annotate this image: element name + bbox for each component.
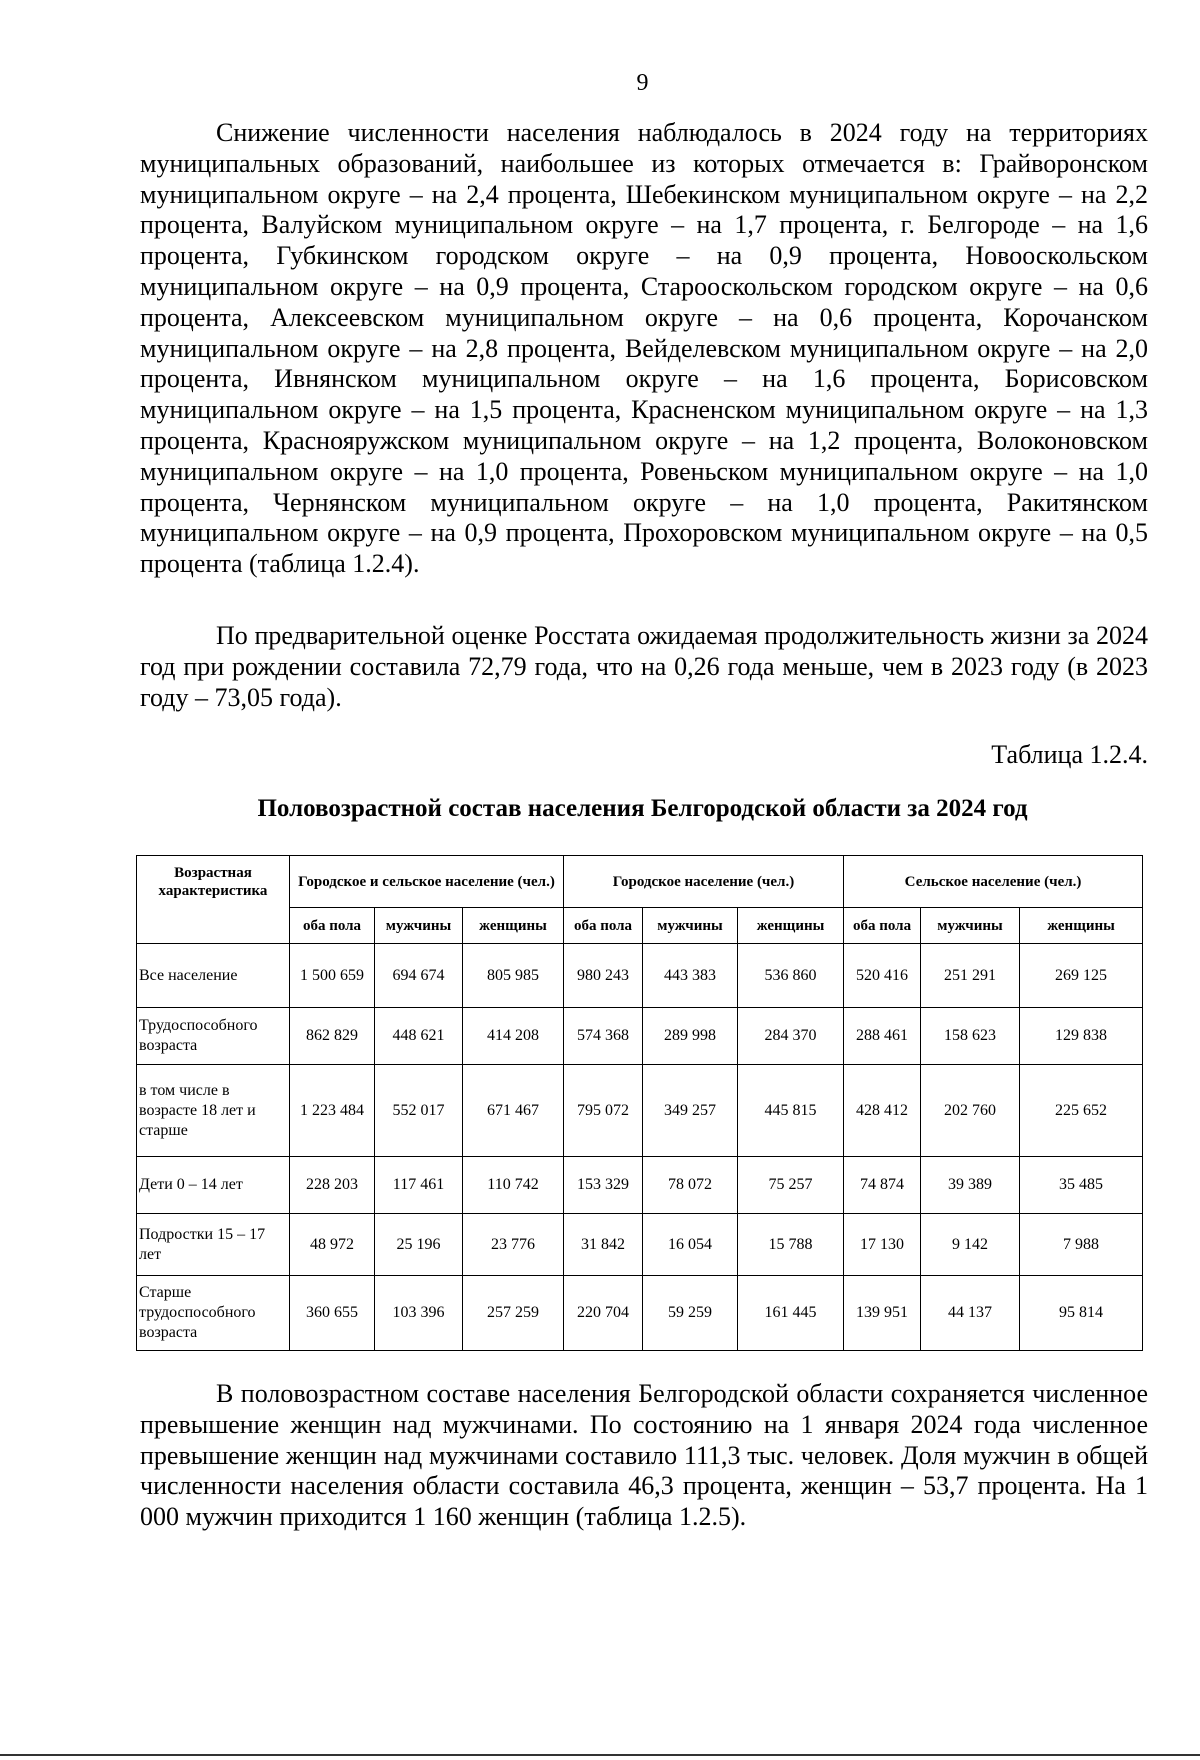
table-row-label: Все население: [137, 944, 290, 1008]
table-subheader: оба пола: [564, 908, 643, 944]
table-cell: 74 874: [844, 1156, 921, 1213]
table-row-label: Трудоспособного возраста: [137, 1008, 290, 1065]
table-cell: 574 368: [564, 1008, 643, 1065]
table-subheader: оба пола: [844, 908, 921, 944]
table-cell: 15 788: [738, 1214, 844, 1276]
table-cell: 228 203: [290, 1156, 375, 1213]
table-cell: 78 072: [643, 1156, 738, 1213]
table-cell: 445 815: [738, 1065, 844, 1157]
table-cell: 862 829: [290, 1008, 375, 1065]
table-cell: 257 259: [463, 1275, 564, 1350]
table-cell: 25 196: [375, 1214, 463, 1276]
table-header-rural: Сельское население (чел.): [844, 856, 1143, 908]
table-cell: 139 951: [844, 1275, 921, 1350]
table-subheader: женщины: [1020, 908, 1143, 944]
table-cell: 110 742: [463, 1156, 564, 1213]
table-cell: 48 972: [290, 1214, 375, 1276]
table-cell: 1 223 484: [290, 1065, 375, 1157]
table-row-label: в том числе в возрасте 18 лет и старше: [137, 1065, 290, 1157]
table-row-label: Дети 0 – 14 лет: [137, 1156, 290, 1213]
table-cell: 443 383: [643, 944, 738, 1008]
table-label: Таблица 1.2.4.: [991, 740, 1148, 769]
table-subheader: мужчины: [375, 908, 463, 944]
table-subheader: мужчины: [643, 908, 738, 944]
table-cell: 1 500 659: [290, 944, 375, 1008]
table-cell: 284 370: [738, 1008, 844, 1065]
table-cell: 39 389: [921, 1156, 1020, 1213]
paragraph-life-expectancy: По предварительной оценке Росстата ожидаемая продолжительность жизни за 2024 год при рождении составила 72,79 года, что на 0,26 года меньше, чем в 2023 году (в 2023 году – 73,05 года).: [140, 621, 1148, 712]
table-cell: 349 257: [643, 1065, 738, 1157]
table-row: [137, 1008, 1143, 1065]
table-subheader: оба пола: [290, 908, 375, 944]
table-row-label: Старше трудоспособного возраста: [137, 1275, 290, 1350]
table-cell: 59 259: [643, 1275, 738, 1350]
table-row: [137, 1275, 1143, 1350]
table-row: [137, 1214, 1143, 1276]
table-cell: 448 621: [375, 1008, 463, 1065]
table-cell: 694 674: [375, 944, 463, 1008]
table-title: Половозрастной состав населения Белгородской области за 2024 год: [257, 795, 1028, 822]
table-cell: 536 860: [738, 944, 844, 1008]
table-cell: 129 838: [1020, 1008, 1143, 1065]
table-cell: 225 652: [1020, 1065, 1143, 1157]
table-cell: 153 329: [564, 1156, 643, 1213]
table-header-age: Возрастная характеристика: [137, 856, 290, 944]
table-cell: 44 137: [921, 1275, 1020, 1350]
population-table: [136, 855, 1143, 1351]
table-cell: 75 257: [738, 1156, 844, 1213]
table-cell: 16 054: [643, 1214, 738, 1276]
table-cell: 158 623: [921, 1008, 1020, 1065]
table-cell: 520 416: [844, 944, 921, 1008]
table-cell: 161 445: [738, 1275, 844, 1350]
table-cell: 220 704: [564, 1275, 643, 1350]
table-cell: 95 814: [1020, 1275, 1143, 1350]
table-subheader: женщины: [463, 908, 564, 944]
table-row-label: Подростки 15 – 17 лет: [137, 1214, 290, 1276]
table-cell: 202 760: [921, 1065, 1020, 1157]
table-row: [137, 1065, 1143, 1157]
table-cell: 7 988: [1020, 1214, 1143, 1276]
table-cell: 9 142: [921, 1214, 1020, 1276]
table-header-total: Городское и сельское население (чел.): [290, 856, 564, 908]
table-subheader: мужчины: [921, 908, 1020, 944]
table-cell: 17 130: [844, 1214, 921, 1276]
table-cell: 552 017: [375, 1065, 463, 1157]
table-cell: 980 243: [564, 944, 643, 1008]
paragraph-population-decline: Снижение численности населения наблюдалось в 2024 году на территориях муниципальных образований, наибольшее из которых отмечается в: Грайворонском муниципальном округе – на 2,4 процента, Шебекинском муниципальном округе – на 2,2 процента, Валуйском муниципальном округе – на 1,7 процента, г. Белгороде – на 1,6 процента, Губкинском городском округе – на 0,9 процента, Новооскольском муниципальном округе – на 0,9 процента, Старооскольском городском округе – на 0,6 процента, Алексеевском муниципальном округе – на 0,6 процента, Корочанском муниципальном округе – на 2,8 процента, Вейделевском муниципальном округе – на 2,0 процента, Ивнянском муниципальном округе – на 1,6 процента, Борисовском муниципальном округе – на 1,5 процента, Красненском муниципальном округе – на 1,3 процента, Краснояружском муниципальном округе – на 1,2 процента, Волоконовском муниципальном округе – на 1,0 процента, Ровеньском муниципальном округе – на 1,0 процента, Чернянском муниципальном округе – на 1,0 процента, Ракитянском муниципальном округе – на 0,9 процента, Прохоровском муниципальном округе – на 0,5 процента (таблица 1.2.4).: [140, 118, 1148, 579]
table-header-urban: Городское население (чел.): [564, 856, 844, 908]
table-cell: 288 461: [844, 1008, 921, 1065]
table-cell: 805 985: [463, 944, 564, 1008]
table-row: [137, 1156, 1143, 1213]
table-cell: 795 072: [564, 1065, 643, 1157]
table-cell: 428 412: [844, 1065, 921, 1157]
table-cell: 414 208: [463, 1008, 564, 1065]
table-cell: 671 467: [463, 1065, 564, 1157]
table-cell: 103 396: [375, 1275, 463, 1350]
table-cell: 31 842: [564, 1214, 643, 1276]
table-subheader: женщины: [738, 908, 844, 944]
table-cell: 117 461: [375, 1156, 463, 1213]
table-cell: 360 655: [290, 1275, 375, 1350]
table-cell: 251 291: [921, 944, 1020, 1008]
table-cell: 289 998: [643, 1008, 738, 1065]
bottom-rule: [0, 1754, 1200, 1756]
table-cell: 35 485: [1020, 1156, 1143, 1213]
table-cell: 23 776: [463, 1214, 564, 1276]
table-cell: 269 125: [1020, 944, 1143, 1008]
page-number: 9: [636, 70, 649, 96]
paragraph-gender-ratio: В половозрастном составе населения Белгородской области сохраняется численное превышение женщин над мужчинами. По состоянию на 1 января 2024 года численное превышение женщин над мужчинами составило 111,3 тыс. человек. Доля мужчин в общей численности населения области составила 46,3 процента, женщин – 53,7 процента. На 1 000 мужчин приходится 1 160 женщин (таблица 1.2.5).: [140, 1379, 1148, 1532]
table-row: [137, 944, 1143, 1008]
